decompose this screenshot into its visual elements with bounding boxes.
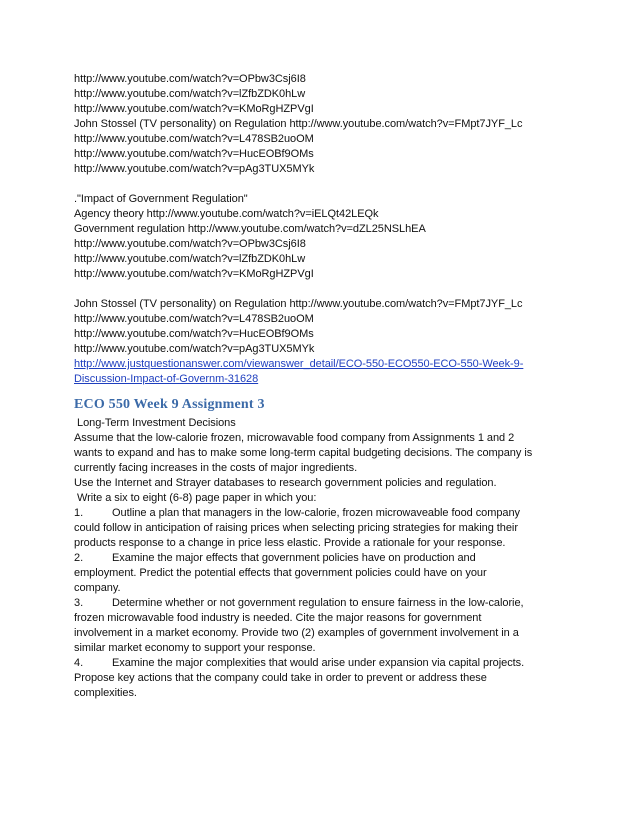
text-line: could follow in anticipation of raising prices when selecting pricing strategies for making their [74,522,518,534]
text-line: products response to a change in price less elastic. Provide a rationale for your response. [74,537,506,549]
item-text: Examine the major complexities that would arise under expansion via capital projects. [112,657,525,669]
text-line: Use the Internet and Strayer databases to research government policies and regulation. [74,477,497,489]
list-item [74,596,574,656]
url-block-1 [74,72,574,177]
text-line: Assume that the low-calorie frozen, microwavable food company from Assignments 1 and 2 [74,432,515,444]
text-line: Agency theory http://www.youtube.com/watch?v=iELQt42LEQk [74,208,379,220]
text-line: Write a six to eight (6-8) page paper in which you: [74,492,317,504]
text-line: frozen microwavable food industry is needed. Cite the major reasons for government [74,612,482,624]
text-line: wants to expand and has to make some long-term capital budgeting decisions. The company is [74,447,533,459]
text-line: complexities. [74,687,137,699]
document-page [74,72,574,701]
assignment-body [74,416,574,701]
assignment-subtitle: Long-Term Investment Decisions [74,417,236,429]
text-line: Government regulation http://www.youtube.com/watch?v=dZL25NSLhEA [74,223,426,235]
section-heading: ECO 550 Week 9 Assignment 3 [74,397,265,412]
text-line: John Stossel (TV personality) on Regulation http://www.youtube.com/watch?v=FMpt7JYF_Lc [74,118,523,130]
text-line: http://www.youtube.com/watch?v=lZfbZDK0hLw [74,253,306,265]
text-line: http://www.youtube.com/watch?v=OPbw3Csj6I8 [74,238,306,250]
spacer [74,177,574,192]
list-item [74,656,574,701]
text-line: involvement in a market economy. Provide two (2) examples of government involvement in a [74,627,519,639]
text-line: http://www.youtube.com/watch?v=pAg3TUX5MYk [74,163,315,175]
item-number: 3. [74,597,84,609]
text-line: http://www.youtube.com/watch?v=KMoRgHZPVgI [74,103,314,115]
text-line: employment. Predict the potential effects that government policies could have on your [74,567,487,579]
answer-link[interactable] [74,357,574,387]
text-line: ."Impact of Government Regulation" [74,193,248,205]
url-block-2 [74,192,574,282]
item-number: 1. [74,507,84,519]
text-line: http://www.youtube.com/watch?v=L478SB2uoOM [74,313,314,325]
spacer [74,282,574,297]
list-item [74,551,574,596]
answer-link-line-1[interactable]: http://www.justquestionanswer.com/viewanswer_detail/ECO-550-ECO550-ECO-550-Week-9- [74,358,524,370]
item-text: Outline a plan that managers in the low-calorie, frozen microwaveable food company [112,507,521,519]
item-text: Determine whether or not government regulation to ensure fairness in the low-calorie, [112,597,524,609]
text-line: http://www.youtube.com/watch?v=pAg3TUX5MYk [74,343,315,355]
text-line: http://www.youtube.com/watch?v=HucEOBf9OMs [74,148,314,160]
text-line: John Stossel (TV personality) on Regulation http://www.youtube.com/watch?v=FMpt7JYF_Lc [74,298,523,310]
text-line: http://www.youtube.com/watch?v=HucEOBf9OMs [74,328,314,340]
text-line: http://www.youtube.com/watch?v=L478SB2uoOM [74,133,314,145]
item-text: Examine the major effects that government policies have on production and [112,552,476,564]
list-item [74,506,574,551]
item-number: 4. [74,657,84,669]
text-line: http://www.youtube.com/watch?v=KMoRgHZPVgI [74,268,314,280]
item-number: 2. [74,552,84,564]
text-line: company. [74,582,121,594]
text-line: currently facing increases in the costs of major ingredients. [74,462,358,474]
text-line: http://www.youtube.com/watch?v=OPbw3Csj6I8 [74,73,306,85]
answer-link-line-2[interactable]: Discussion-Impact-of-Governm-31628 [74,373,259,385]
text-line: Propose key actions that the company could take in order to prevent or address these [74,672,487,684]
text-line: http://www.youtube.com/watch?v=lZfbZDK0hLw [74,88,306,100]
url-block-3 [74,297,574,357]
text-line: similar market economy to support your response. [74,642,316,654]
